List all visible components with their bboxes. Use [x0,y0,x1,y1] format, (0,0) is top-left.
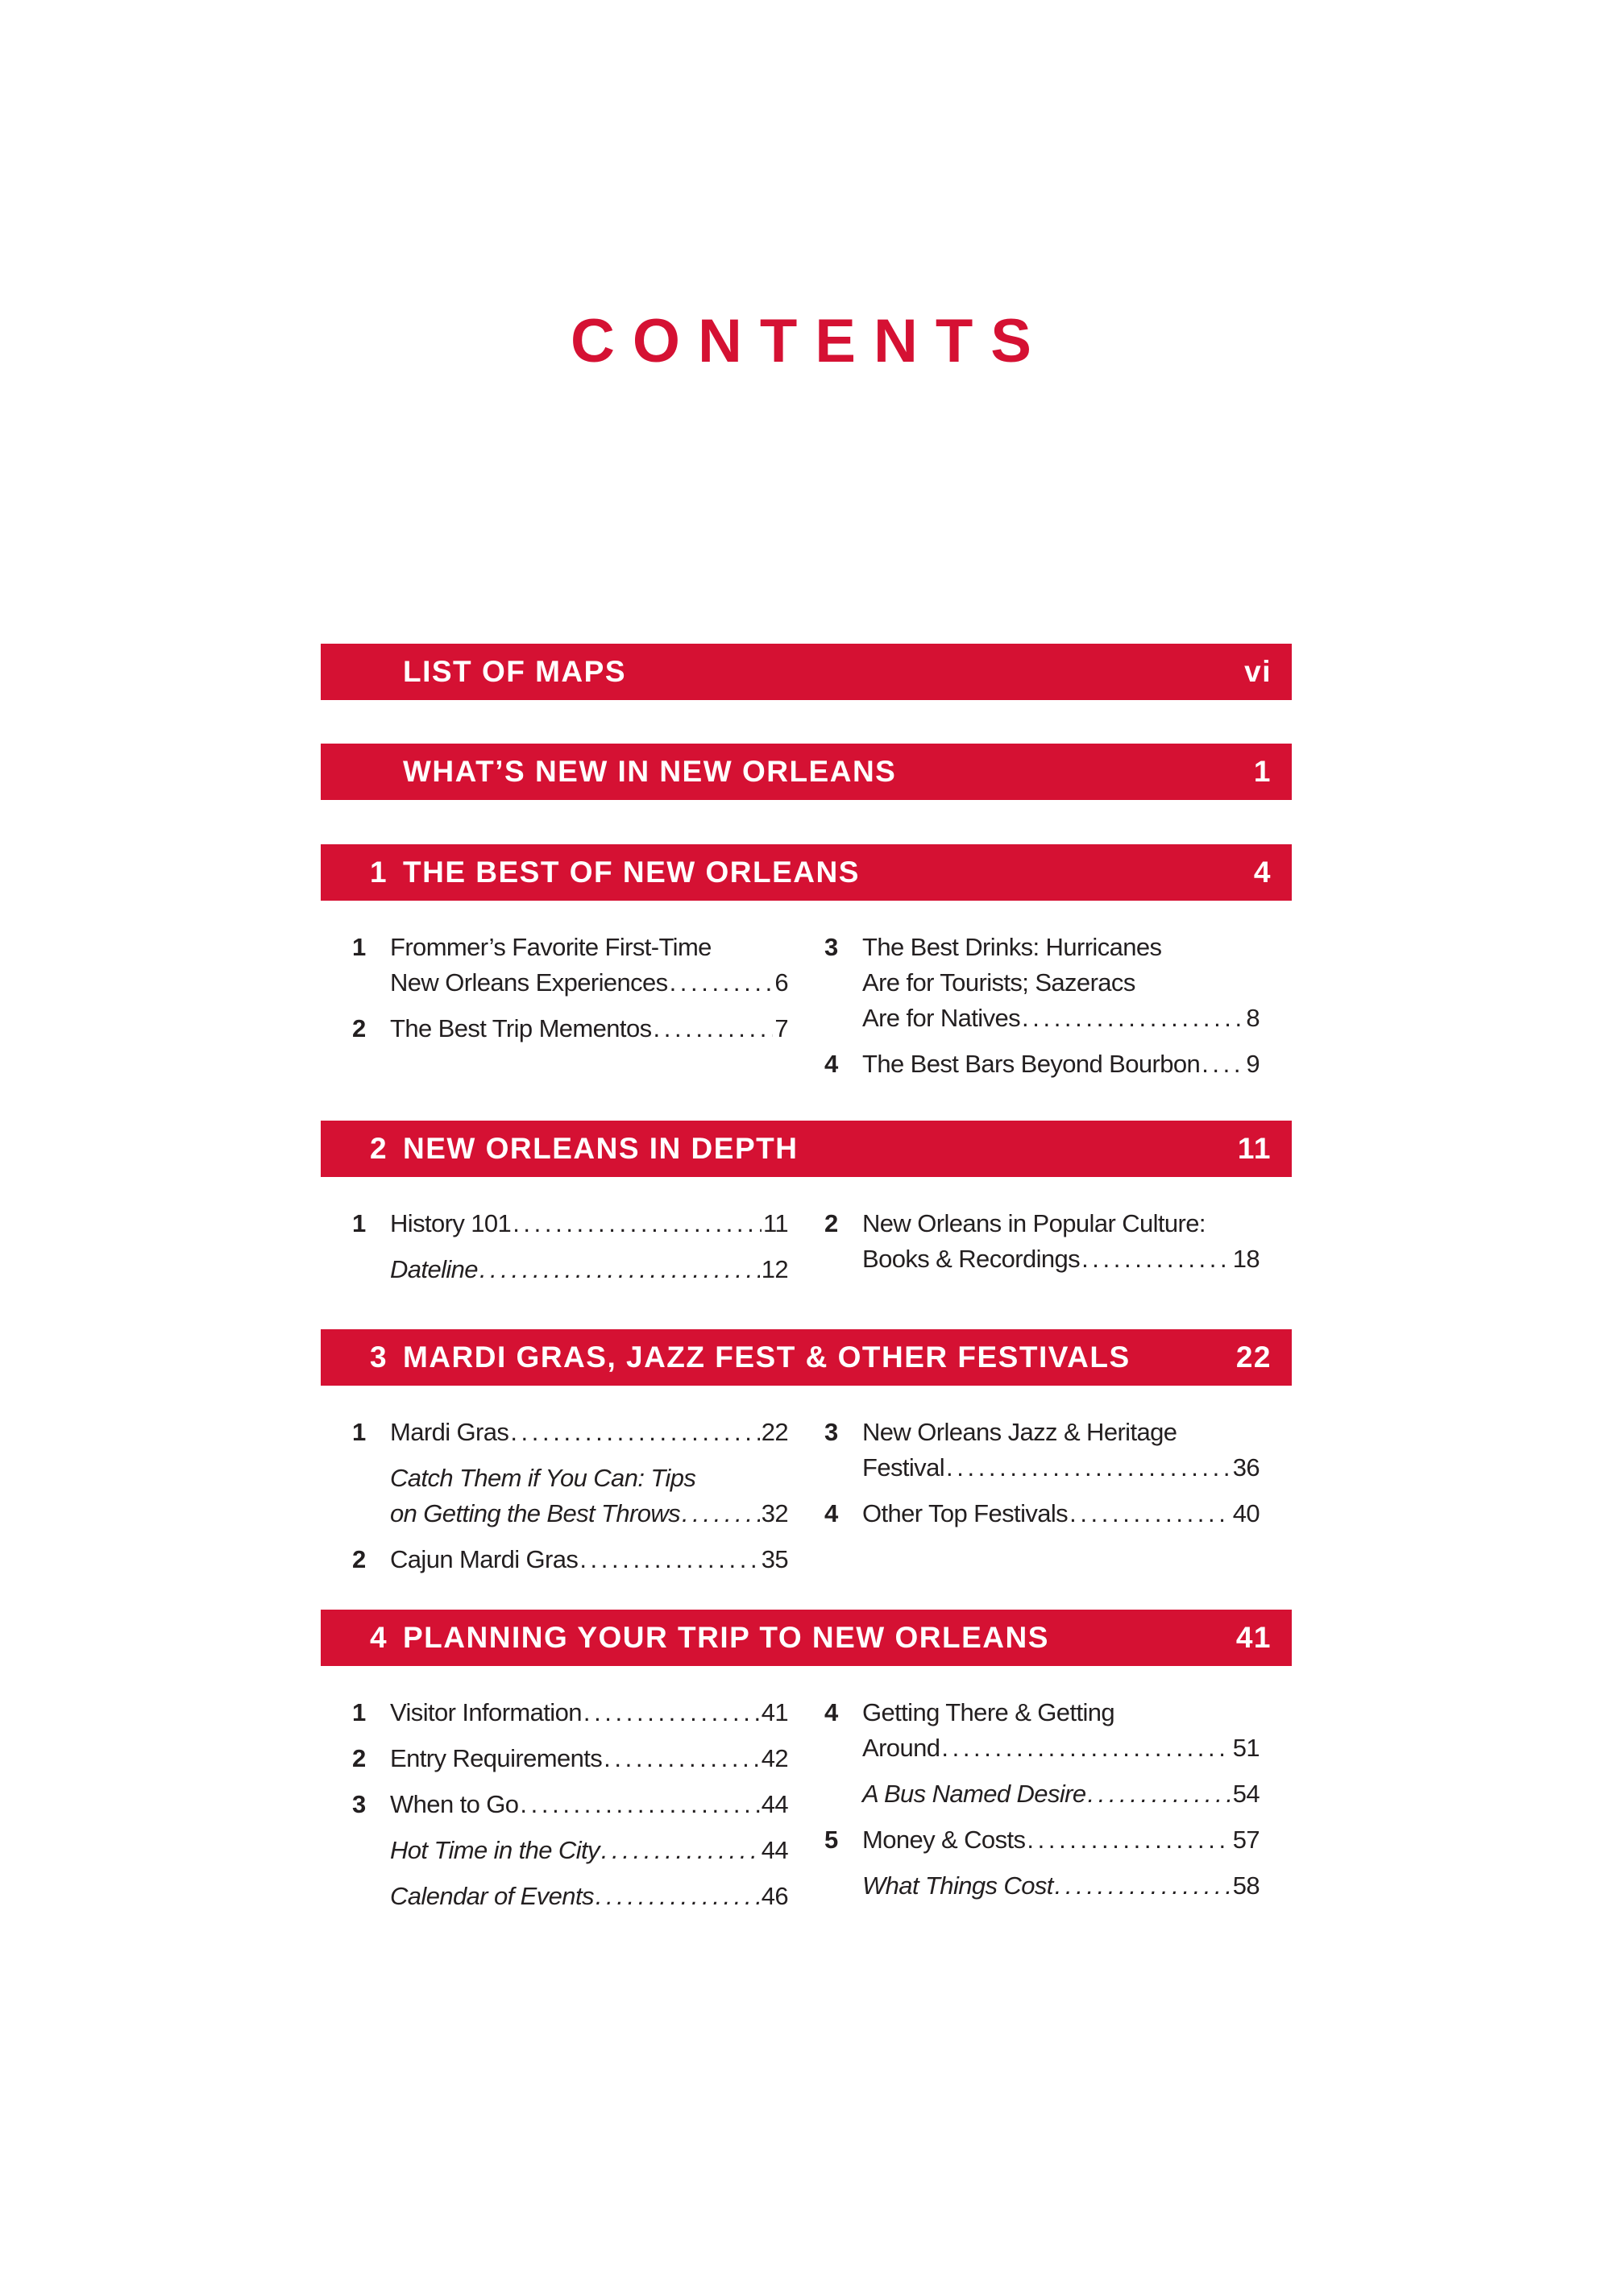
left-column [352,930,788,1092]
toc-section [321,644,1292,700]
entry-page: 12 [761,1255,788,1283]
entry-line [862,1415,1260,1450]
entry-number: 3 [352,1790,366,1818]
right-column [824,1206,1260,1298]
chapter-number: 3 [370,1341,388,1374]
toc-subentry[interactable] [352,1252,788,1287]
chapter-page: 11 [1237,1132,1272,1165]
toc-subentry[interactable] [352,1833,788,1868]
dot-leader [670,965,774,1001]
entry-text: Entry Requirements [390,1744,603,1772]
entry-text: Festival [862,1453,945,1482]
entry-line [390,1542,788,1577]
entry-text: New Orleans Jazz & Heritage [862,1418,1177,1446]
toc-entry[interactable] [824,1496,1260,1531]
entry-line [390,1415,788,1450]
entry-page: 44 [761,1790,788,1818]
entry-page: 54 [1232,1780,1260,1808]
chapter-page: 1 [1253,755,1272,788]
entry-line [390,1461,788,1496]
left-column [352,1415,788,1588]
toc-section [321,744,1292,800]
left-column [352,1695,788,1925]
toc-entry[interactable] [352,1206,788,1241]
entry-page: 18 [1232,1245,1260,1273]
entry-line [862,1206,1260,1241]
chapter-heading[interactable] [321,1329,1292,1386]
entry-page: 58 [1232,1871,1260,1900]
right-column [824,930,1260,1092]
chapter-page: 41 [1235,1621,1272,1654]
entry-text: Books & Recordings [862,1245,1081,1273]
entry-page: 57 [1232,1826,1260,1854]
entry-number: 1 [352,1418,366,1446]
entry-text: The Best Bars Beyond Bourbon [862,1050,1201,1078]
dot-leader [1027,1822,1231,1858]
entry-line [862,1046,1260,1082]
entry-text: Dateline [390,1255,478,1283]
right-column [824,1695,1260,1925]
toc-section [321,1329,1292,1588]
dot-leader [1081,1241,1231,1277]
entry-text: New Orleans Experiences [390,968,668,997]
entry-number: 1 [352,1209,366,1237]
entry-text: Other Top Festivals [862,1499,1069,1527]
entry-line [862,1868,1260,1904]
dot-leader [583,1695,760,1730]
entry-text: Are for Tourists; Sazeracs [862,968,1135,997]
toc-subentry[interactable] [824,1776,1260,1812]
entry-number: 2 [352,1545,366,1573]
right-column [824,1415,1260,1588]
entry-columns [321,901,1292,1092]
chapter-title: PLANNING YOUR TRIP TO NEW ORLEANS [403,1621,1049,1654]
entry-line [390,1695,788,1730]
entry-number: 3 [824,933,838,961]
entry-page: 42 [761,1744,788,1772]
entry-line [390,1787,788,1822]
entry-line [862,1241,1260,1277]
dot-leader [596,1879,760,1914]
entry-number: 2 [352,1014,366,1042]
chapter-number: 1 [370,856,388,889]
dot-leader [510,1415,759,1450]
dot-leader [946,1450,1231,1486]
entry-line [390,1496,788,1531]
chapter-page: vi [1244,655,1272,688]
entry-line [390,1252,788,1287]
entry-page: 22 [761,1418,788,1446]
entry-line [862,930,1260,965]
toc-entry[interactable] [352,930,788,1001]
entry-text: Money & Costs [862,1826,1026,1854]
entry-text: Hot Time in the City [390,1836,600,1864]
dot-leader [1088,1776,1231,1812]
entry-page: 35 [761,1545,788,1573]
chapter-number: 4 [370,1621,388,1654]
dot-leader [513,1206,762,1241]
entry-line [862,1776,1260,1812]
entry-line [390,1879,788,1914]
chapter-page: 22 [1235,1341,1272,1374]
chapter-title: LIST OF MAPS [403,655,626,688]
toc-entry[interactable] [352,1542,788,1577]
entry-line [862,1496,1260,1531]
entry-page: 7 [774,1014,788,1042]
entry-line [390,1011,788,1046]
entry-text: The Best Drinks: Hurricanes [862,933,1162,961]
entry-number: 5 [824,1826,838,1854]
entry-page: 44 [761,1836,788,1864]
dot-leader [1055,1868,1231,1904]
entry-text: New Orleans in Popular Culture: [862,1209,1206,1237]
toc-entry[interactable] [352,1787,788,1822]
entry-page: 32 [761,1499,788,1527]
entry-page: 9 [1246,1050,1260,1078]
entry-line [862,965,1260,1001]
dot-leader [479,1252,760,1287]
chapter-title: NEW ORLEANS IN DEPTH [403,1132,799,1165]
toc-section [321,1610,1292,1925]
entry-number: 3 [824,1418,838,1446]
chapter-title: WHAT’S NEW IN NEW ORLEANS [403,755,897,788]
chapter-heading[interactable] [321,744,1292,800]
dot-leader [520,1787,759,1822]
entry-text: Getting There & Getting [862,1698,1115,1726]
entry-text: What Things Cost [862,1871,1053,1900]
dot-leader [601,1833,760,1868]
entry-number: 2 [352,1744,366,1772]
entry-number: 4 [824,1698,838,1726]
entry-columns [321,1177,1292,1298]
entry-line [862,1450,1260,1486]
chapter-heading[interactable] [321,844,1292,901]
entry-line [862,1695,1260,1730]
entry-text: Frommer’s Favorite First-Time [390,933,712,961]
dot-leader [682,1496,760,1531]
dot-leader [579,1542,759,1577]
toc-entry[interactable] [824,1415,1260,1486]
entry-text: The Best Trip Mementos [390,1014,652,1042]
chapter-heading[interactable] [321,1121,1292,1177]
toc-entry[interactable] [352,1695,788,1730]
toc-subentry[interactable] [824,1868,1260,1904]
chapter-number: 2 [370,1132,388,1165]
entry-text: Catch Them if You Can: Tips [390,1464,696,1492]
entry-text: Cajun Mardi Gras [390,1545,579,1573]
toc-section [321,844,1292,1092]
entry-text: When to Go [390,1790,519,1818]
entry-page: 8 [1246,1004,1260,1032]
dot-leader [1069,1496,1231,1531]
toc-entry[interactable] [824,1046,1260,1082]
entry-line [390,1833,788,1868]
toc-entry[interactable] [824,1822,1260,1858]
chapter-heading[interactable] [321,1610,1292,1666]
entry-text: on Getting the Best Throws [390,1499,681,1527]
page-title: CONTENTS [571,307,1049,375]
toc-entry[interactable] [824,1695,1260,1766]
entry-line [390,1741,788,1776]
toc-entry[interactable] [352,1415,788,1450]
chapter-page: 4 [1253,856,1272,889]
entry-page: 36 [1232,1453,1260,1482]
entry-number: 4 [824,1050,838,1078]
entry-page: 51 [1232,1734,1260,1762]
dot-leader [604,1741,760,1776]
entry-page: 41 [761,1698,788,1726]
entry-text: A Bus Named Desire [862,1780,1086,1808]
dot-leader [1022,1001,1244,1036]
toc-subentry[interactable] [352,1461,788,1531]
toc-section [321,1121,1292,1298]
entry-number: 1 [352,1698,366,1726]
toc-subentry[interactable] [352,1879,788,1914]
chapter-heading[interactable] [321,644,1292,700]
entry-number: 2 [824,1209,838,1237]
entry-page: 46 [761,1882,788,1910]
entry-line [390,930,788,965]
entry-text: Mardi Gras [390,1418,509,1446]
entry-text: Visitor Information [390,1698,582,1726]
toc-entry[interactable] [352,1011,788,1046]
entry-line [390,1206,788,1241]
entry-number: 4 [824,1499,838,1527]
dot-leader [654,1011,774,1046]
entry-page: 11 [763,1209,788,1237]
entry-line [390,965,788,1001]
entry-text: History 101 [390,1209,512,1237]
entry-text: Are for Natives [862,1004,1021,1032]
entry-number: 1 [352,933,366,961]
entry-line [862,1001,1260,1036]
entry-text: Calendar of Events [390,1882,594,1910]
dot-leader [941,1730,1231,1766]
entry-line [862,1822,1260,1858]
toc-entry[interactable] [824,1206,1260,1277]
entry-page: 40 [1232,1499,1260,1527]
entry-columns [321,1666,1292,1925]
chapter-title: THE BEST OF NEW ORLEANS [403,856,860,889]
entry-line [862,1730,1260,1766]
entry-columns [321,1386,1292,1588]
chapter-title: MARDI GRAS, JAZZ FEST & OTHER FESTIVALS [403,1341,1131,1374]
dot-leader [1202,1046,1244,1082]
entry-page: 6 [774,968,788,997]
toc-entry[interactable] [824,930,1260,1036]
entry-text: Around [862,1734,940,1762]
left-column [352,1206,788,1298]
toc-entry[interactable] [352,1741,788,1776]
